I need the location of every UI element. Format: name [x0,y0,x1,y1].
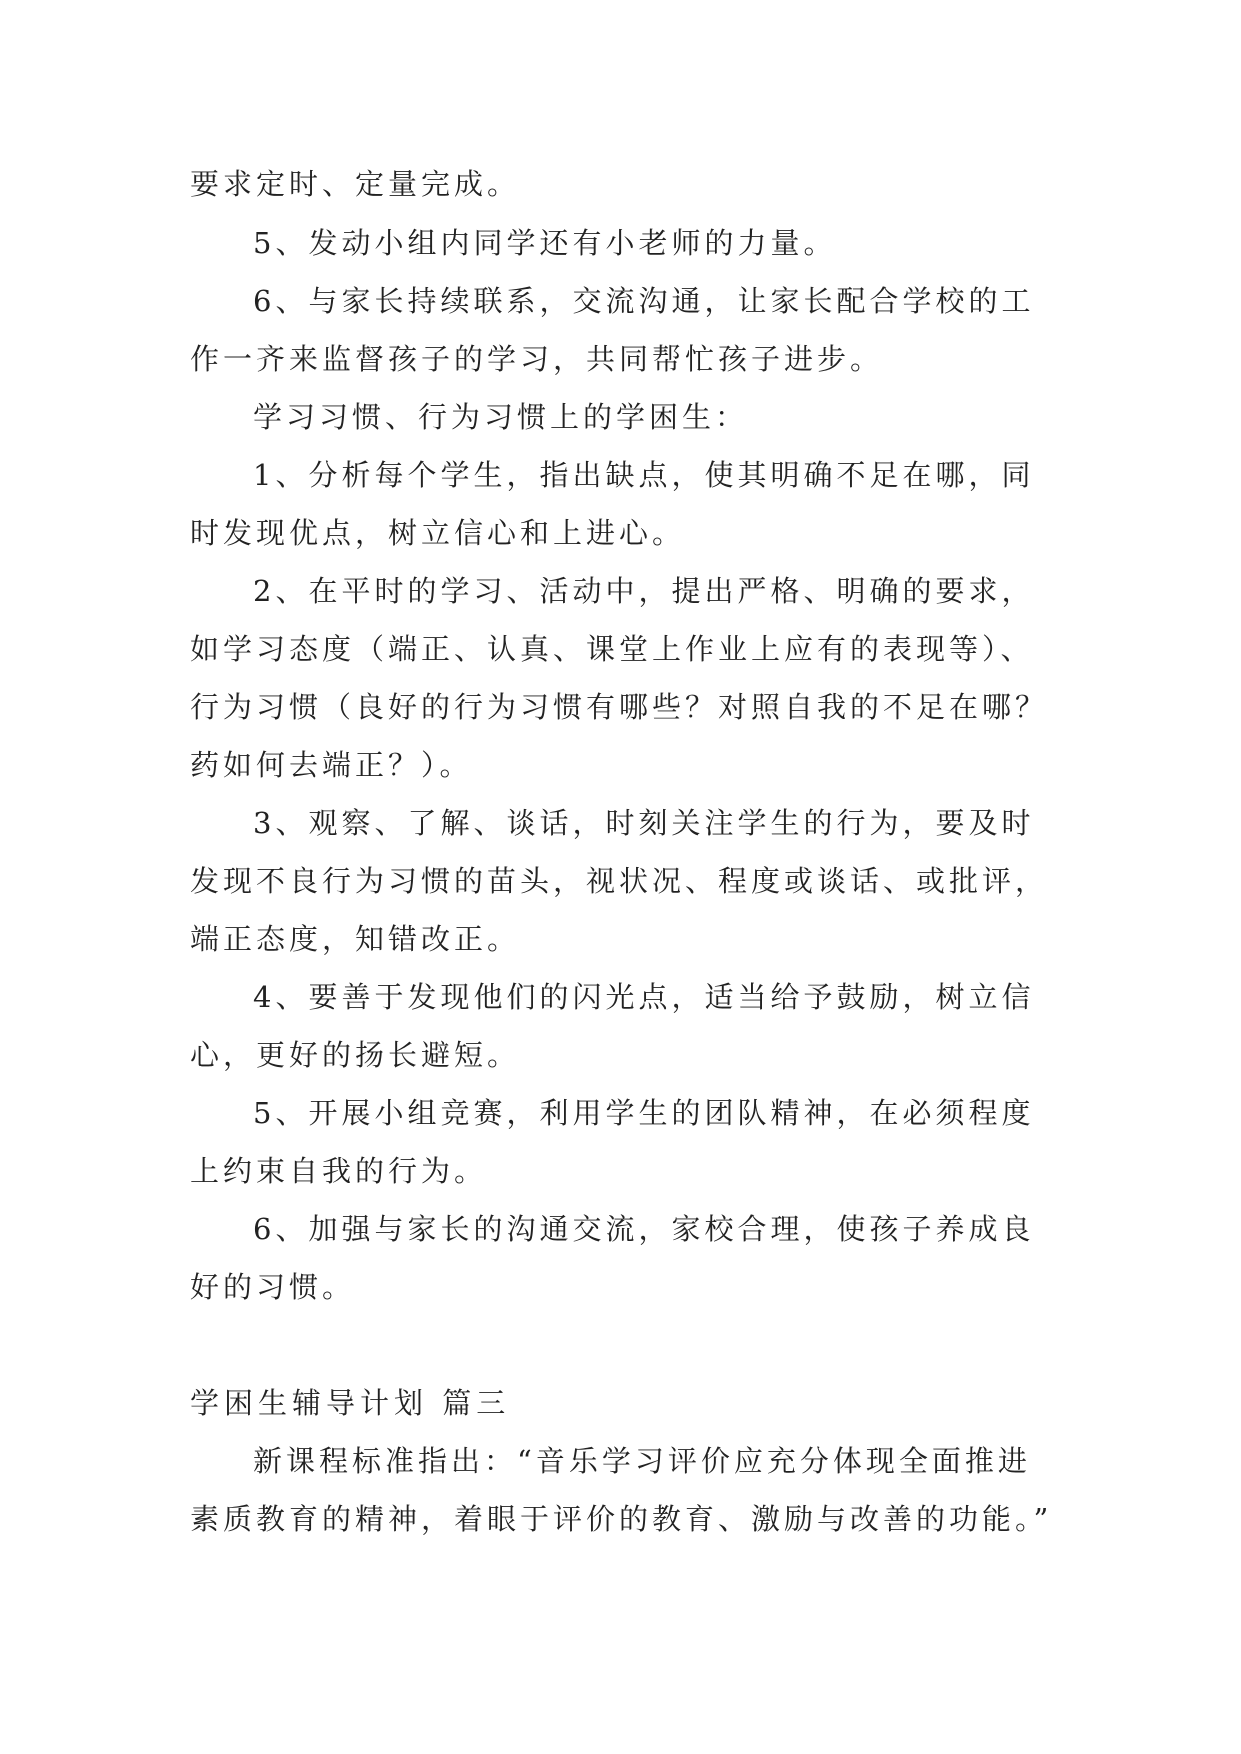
paragraph-line: 行为习惯（良好的行为习惯有哪些？对照自我的不足在哪？ [190,690,1049,724]
paragraph-line: 发现不良行为习惯的苗头，视状况、程度或谈话、或批评， [190,864,1049,898]
paragraph-line: 药如何去端正？）。 [190,748,473,782]
paragraph-line: 作一齐来监督孩子的学习，共同帮忙孩子进步。 [190,342,884,376]
paragraph-line: 3、观察、了解、谈话，时刻关注学生的行为，要及时 [253,806,1035,840]
paragraph-line: 好的习惯。 [190,1270,356,1304]
paragraph-line: 如学习态度（端正、认真、课堂上作业上应有的表现等）、 [190,632,1034,666]
paragraph-line: 6、与家长持续联系，交流沟通，让家长配合学校的工 [253,284,1035,318]
paragraph-line: 新课程标准指出：“音乐学习评价应充分体现全面推进 [253,1444,1031,1478]
paragraph-line: 2、在平时的学习、活动中，提出严格、明确的要求， [253,574,1035,608]
paragraph-line: 1、分析每个学生，指出缺点，使其明确不足在哪，同 [253,458,1035,492]
paragraph-line: 学习习惯、行为习惯上的学困生： [253,400,749,434]
paragraph-line: 5、发动小组内同学还有小老师的力量。 [253,226,837,260]
paragraph-line: 4、要善于发现他们的闪光点，适当给予鼓励，树立信 [253,980,1035,1014]
paragraph-line: 心，更好的扬长避短。 [190,1038,521,1072]
paragraph-line: 要求定时、定量完成。 [190,167,521,201]
section-heading: 学困生辅导计划 篇三 [190,1386,511,1420]
paragraph-line: 上约束自我的行为。 [190,1154,488,1188]
paragraph-line: 时发现优点，树立信心和上进心。 [190,516,686,550]
paragraph-line: 6、加强与家长的沟通交流，家校合理，使孩子养成良 [253,1212,1035,1246]
paragraph-line: 素质教育的精神，着眼于评价的教育、激励与改善的功能。” [190,1502,1053,1536]
paragraph-line: 5、开展小组竞赛，利用学生的团队精神，在必须程度 [253,1096,1035,1130]
paragraph-line: 端正态度，知错改正。 [190,922,521,956]
